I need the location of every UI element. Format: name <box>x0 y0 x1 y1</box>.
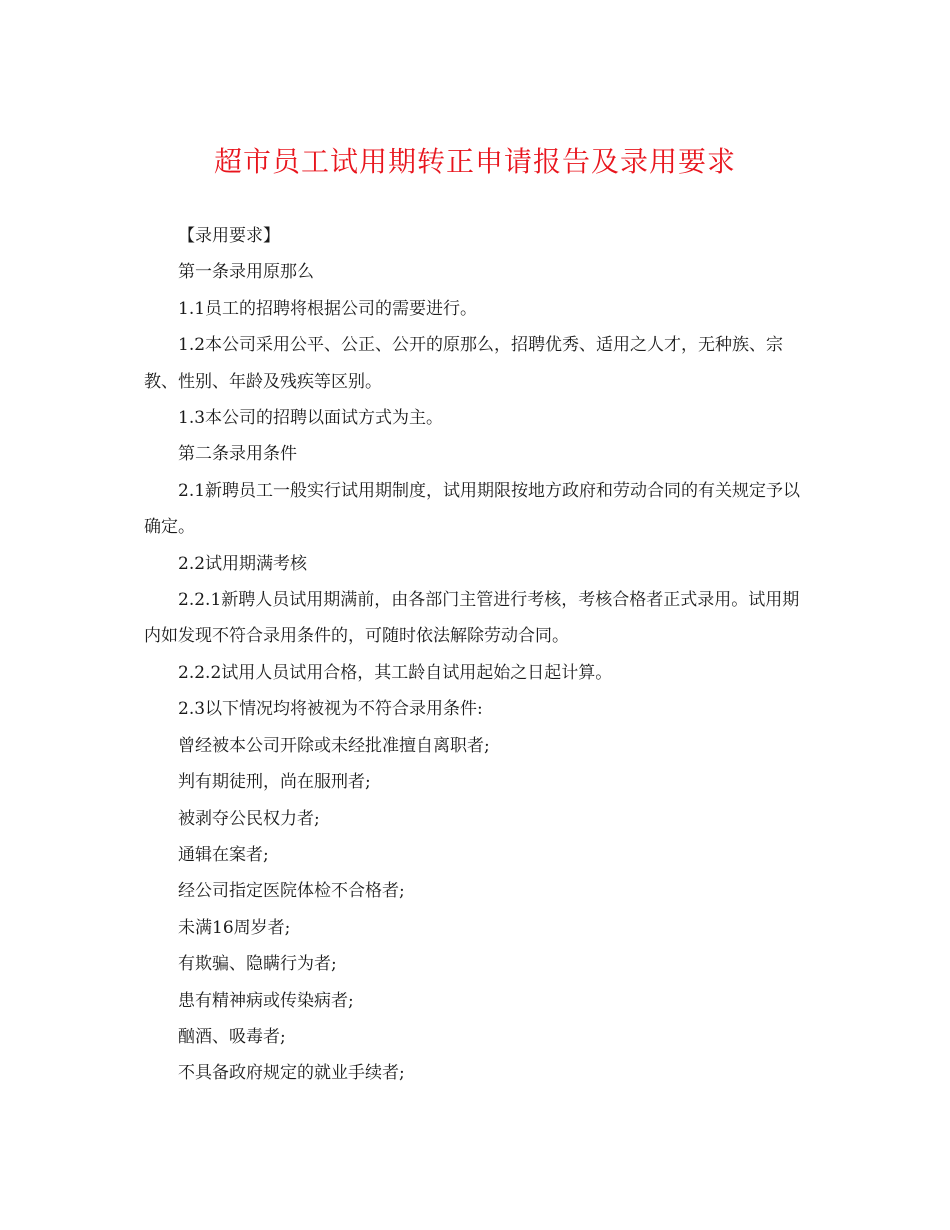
paragraph-article-2: 第二条录用条件 <box>178 444 297 465</box>
paragraph-1-1: 1.1员工的招聘将根据公司的需要进行。 <box>178 298 478 319</box>
paragraph-heading-requirements: 【录用要求】 <box>178 226 280 246</box>
paragraph-1-2: 1.2本公司采用公平、公正、公开的原那么，招聘优秀、适用之人才，无种族、宗教、性别、年龄及残疾等区别。 <box>144 335 784 392</box>
list-item: 通辑在案者; <box>178 844 269 865</box>
list-item: 被剥夺公民权力者; <box>178 808 320 829</box>
list-item: 曾经被本公司开除或未经批准擅自离职者; <box>178 735 490 756</box>
paragraph-2-2: 2.2试用期满考核 <box>178 553 308 574</box>
paragraph-2-2-1: 2.2.1新聘人员试用期满前，由各部门主管进行考核，考核合格者正式录用。试用期内如发现不符合录用条件的，可随时依法解除劳动合同。 <box>144 590 800 647</box>
document-body <box>144 218 812 1092</box>
list-item: 经公司指定医院体检不合格者; <box>178 881 405 902</box>
list-item: 判有期徒刑，尚在服刑者; <box>178 772 371 793</box>
paragraph-2-1: 2.1新聘员工一般实行试用期制度，试用期限按地方政府和劳动合同的有关规定予以确定。 <box>144 480 801 538</box>
document-title: 超市员工试用期转正申请报告及录用要求 <box>213 145 736 178</box>
list-item: 酗酒、吸毒者; <box>178 1026 286 1047</box>
list-item: 不具备政府规定的就业手续者; <box>178 1063 405 1084</box>
paragraph-2-3: 2.3以下情况均将被视为不符合录用条件: <box>178 699 483 720</box>
list-item: 未满16周岁者; <box>178 917 291 938</box>
paragraph-article-1: 第一条录用原那么 <box>178 262 314 283</box>
list-item: 患有精神病或传染病者; <box>178 990 354 1011</box>
paragraph-2-2-2: 2.2.2试用人员试用合格，其工龄自试用起始之日起计算。 <box>178 662 613 683</box>
list-item: 有欺骗、隐瞒行为者; <box>178 954 337 975</box>
paragraph-1-3: 1.3本公司的招聘以面试方式为主。 <box>178 408 444 429</box>
